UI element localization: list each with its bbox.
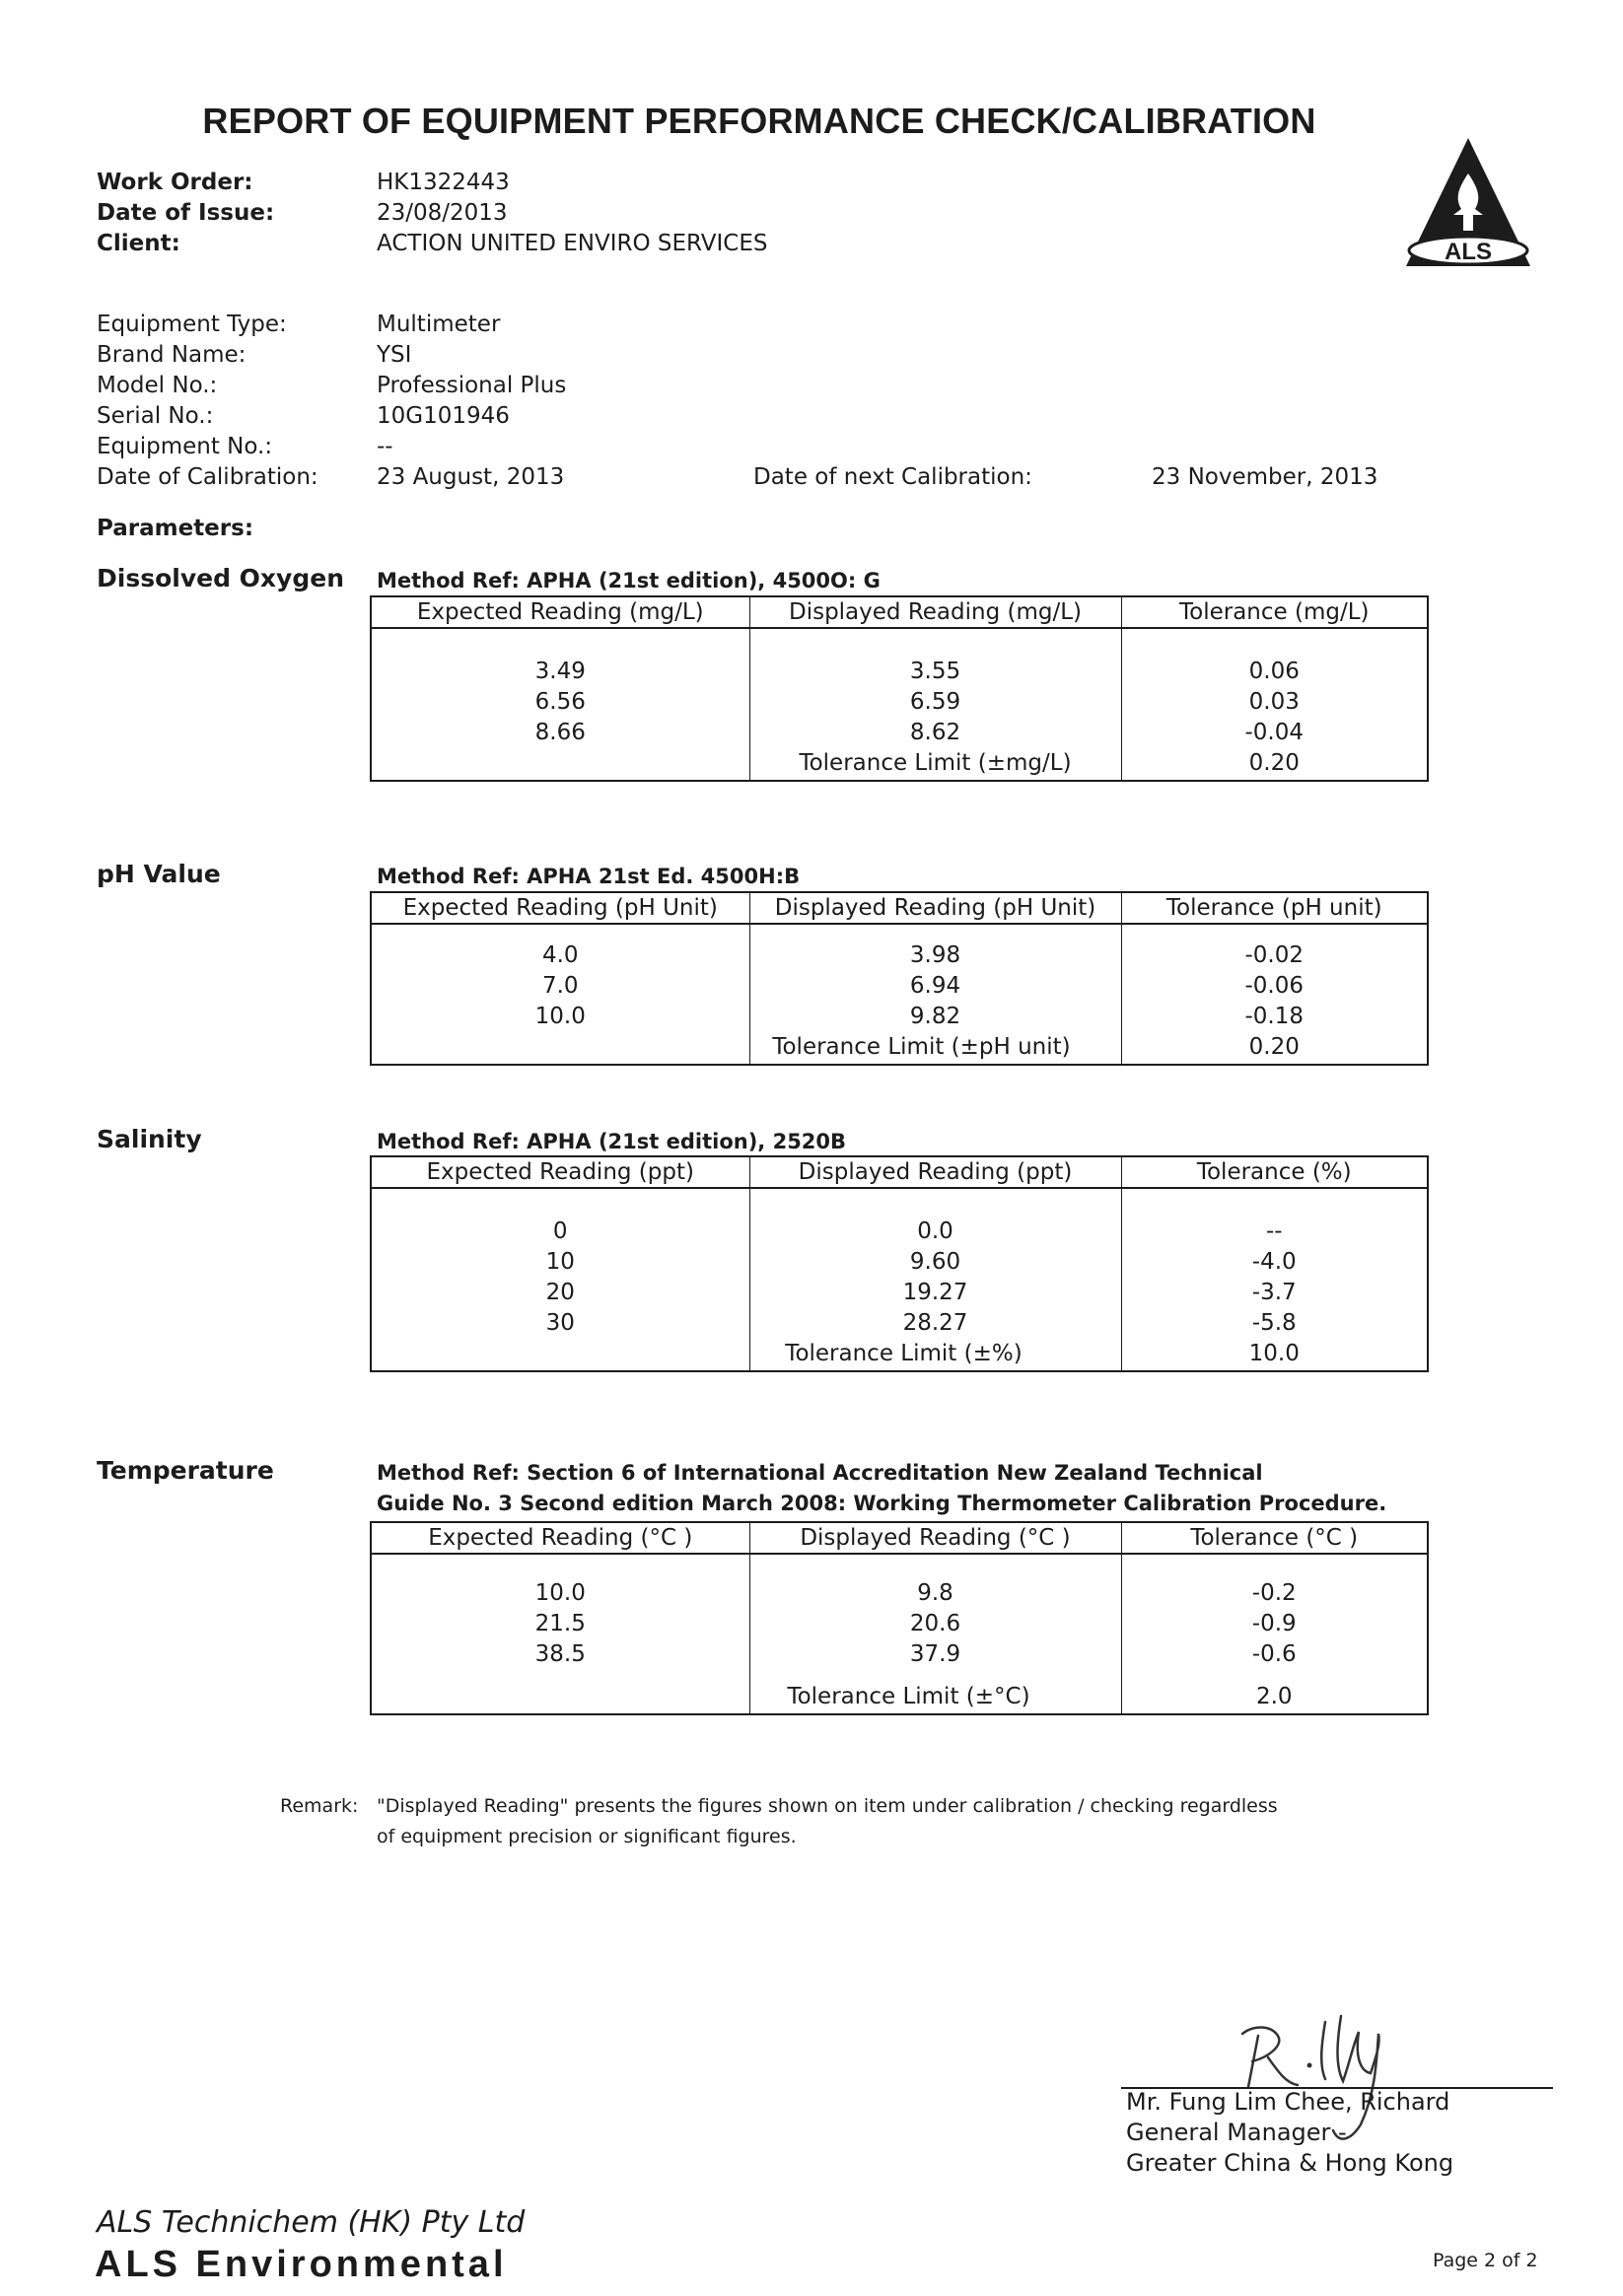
displayed-value: 3.55 — [909, 659, 961, 684]
table-salinity — [370, 1155, 1429, 1372]
expected-value: 3.49 — [534, 659, 586, 684]
displayed-value: 6.94 — [909, 973, 961, 999]
footer-company: ALS Technichem (HK) Pty Ltd — [97, 2205, 526, 2240]
serial-no-value: 10G101946 — [377, 403, 510, 429]
date-of-issue-label: Date of Issue: — [97, 200, 275, 226]
tolerance-value: -5.8 — [1251, 1310, 1297, 1336]
tolerance-value: -0.06 — [1244, 973, 1304, 999]
method-ref-temperature-line2: Guide No. 3 Second edition March 2008: Working Thermometer Calibration Procedure. — [377, 1492, 1387, 1515]
expected-value: 0 — [552, 1218, 568, 1244]
tolerance-value: -0.04 — [1244, 720, 1304, 745]
tolerance-limit-label: Tolerance Limit (±%) — [749, 1339, 1121, 1371]
displayed-column — [749, 628, 1121, 748]
model-no-label: Model No.: — [97, 373, 218, 398]
tolerance-limit-label: Tolerance Limit (±°C) — [749, 1682, 1121, 1714]
expected-value: 10.0 — [534, 1004, 586, 1029]
als-logo — [1398, 134, 1538, 274]
displayed-column — [749, 924, 1121, 1032]
tolerance-value: 0.06 — [1248, 659, 1300, 684]
header-expected: Expected Reading (ppt) — [371, 1156, 749, 1188]
equipment-type-value: Multimeter — [377, 312, 501, 337]
displayed-value: 6.59 — [909, 689, 961, 715]
serial-no-label: Serial No.: — [97, 403, 214, 429]
tolerance-limit-value: 0.20 — [1121, 1032, 1428, 1065]
tolerance-value: -4.0 — [1251, 1249, 1297, 1275]
expected-value: 8.66 — [534, 720, 586, 745]
section-title-dissolved-oxygen: Dissolved Oxygen — [97, 564, 345, 592]
tolerance-value: -- — [1265, 1218, 1283, 1244]
expected-value: 10 — [545, 1249, 575, 1275]
tolerance-value: -0.6 — [1251, 1641, 1297, 1667]
tolerance-limit-label: Tolerance Limit (±mg/L) — [749, 748, 1121, 781]
tolerance-column — [1121, 1188, 1428, 1339]
expected-value: 21.5 — [534, 1611, 586, 1636]
work-order-label: Work Order: — [97, 170, 253, 195]
page-number: Page 2 of 2 — [1433, 2250, 1538, 2271]
expected-value: 4.0 — [541, 942, 579, 968]
header-displayed: Displayed Reading (°C ) — [749, 1522, 1121, 1554]
displayed-column — [749, 1554, 1121, 1682]
displayed-value: 9.8 — [917, 1580, 953, 1606]
header-tolerance: Tolerance (%) — [1121, 1156, 1428, 1188]
tolerance-limit-value: 10.0 — [1121, 1339, 1428, 1371]
tolerance-limit-label: Tolerance Limit (±pH unit) — [749, 1032, 1121, 1065]
signatory-position: General Manager - — [1126, 2119, 1347, 2146]
table-dissolved-oxygen — [370, 595, 1429, 782]
header-expected: Expected Reading (pH Unit) — [371, 892, 749, 924]
expected-value: 20 — [545, 1280, 575, 1305]
tolerance-value: -0.02 — [1244, 942, 1304, 968]
tolerance-value: -3.7 — [1251, 1280, 1297, 1305]
remark-line-2: of equipment precision or significant figures. — [377, 1826, 797, 1847]
als-logo-text: ALS — [1445, 239, 1492, 265]
table-ph — [370, 891, 1429, 1066]
tolerance-column — [1121, 1554, 1428, 1682]
expected-value: 7.0 — [541, 973, 579, 999]
header-displayed: Displayed Reading (mg/L) — [749, 596, 1121, 628]
date-of-calibration-label: Date of Calibration: — [97, 464, 318, 490]
expected-value: 38.5 — [534, 1641, 586, 1667]
expected-column — [371, 1554, 749, 1682]
section-title-ph: pH Value — [97, 860, 221, 888]
model-no-value: Professional Plus — [377, 373, 567, 398]
next-calibration-label: Date of next Calibration: — [753, 464, 1032, 490]
displayed-value: 0.0 — [917, 1218, 953, 1244]
brand-name-value: YSI — [377, 342, 412, 368]
method-ref-salinity: Method Ref: APHA (21st edition), 2520B — [377, 1130, 847, 1153]
displayed-value: 9.60 — [909, 1249, 961, 1275]
signatory-region: Greater China & Hong Kong — [1126, 2149, 1454, 2177]
remark-line-1: "Displayed Reading" presents the figures shown on item under calibration / checking regardless — [377, 1795, 1278, 1817]
header-displayed: Displayed Reading (pH Unit) — [749, 892, 1121, 924]
tolerance-limit-value: 2.0 — [1121, 1682, 1428, 1714]
expected-column — [371, 924, 749, 1032]
expected-value: 6.56 — [534, 689, 586, 715]
header-expected: Expected Reading (mg/L) — [371, 596, 749, 628]
section-title-temperature: Temperature — [97, 1456, 274, 1485]
tolerance-limit-value: 0.20 — [1121, 748, 1428, 781]
expected-value: 10.0 — [534, 1580, 586, 1606]
method-ref-dissolved-oxygen: Method Ref: APHA (21st edition), 4500O: G — [377, 569, 881, 592]
displayed-value: 37.9 — [909, 1641, 961, 1667]
signatory-name: Mr. Fung Lim Chee, Richard — [1126, 2088, 1450, 2116]
table-temperature — [370, 1521, 1429, 1715]
method-ref-ph: Method Ref: APHA 21st Ed. 4500H:B — [377, 865, 801, 888]
header-displayed: Displayed Reading (ppt) — [749, 1156, 1121, 1188]
header-tolerance: Tolerance (°C ) — [1121, 1522, 1428, 1554]
expected-column — [371, 1188, 749, 1339]
section-title-salinity: Salinity — [97, 1125, 202, 1153]
parameters-label: Parameters: — [97, 516, 254, 541]
displayed-value: 28.27 — [902, 1310, 968, 1336]
tolerance-value: -0.9 — [1251, 1611, 1297, 1636]
expected-column — [371, 628, 749, 748]
equipment-no-value: -- — [377, 434, 393, 459]
footer-brand-logo: ALS Environmental — [95, 2244, 508, 2285]
next-calibration-value: 23 November, 2013 — [1152, 464, 1378, 490]
displayed-value: 3.98 — [909, 942, 961, 968]
tolerance-column — [1121, 628, 1428, 748]
remark-label: Remark: — [280, 1795, 359, 1817]
displayed-column — [749, 1188, 1121, 1339]
header-tolerance: Tolerance (pH unit) — [1121, 892, 1428, 924]
tolerance-value: 0.03 — [1248, 689, 1300, 715]
equipment-no-label: Equipment No.: — [97, 434, 273, 459]
displayed-value: 20.6 — [909, 1611, 961, 1636]
tolerance-column — [1121, 924, 1428, 1032]
date-of-issue-value: 23/08/2013 — [377, 200, 508, 226]
displayed-value: 19.27 — [902, 1280, 968, 1305]
work-order-value: HK1322443 — [377, 170, 510, 195]
date-of-calibration-value: 23 August, 2013 — [377, 464, 565, 490]
tolerance-value: -0.18 — [1244, 1004, 1304, 1029]
header-expected: Expected Reading (°C ) — [371, 1522, 749, 1554]
tolerance-value: -0.2 — [1251, 1580, 1297, 1606]
displayed-value: 9.82 — [909, 1004, 961, 1029]
method-ref-temperature-line1: Method Ref: Section 6 of International Accreditation New Zealand Technical — [377, 1461, 1263, 1485]
header-tolerance: Tolerance (mg/L) — [1121, 596, 1428, 628]
brand-name-label: Brand Name: — [97, 342, 247, 368]
client-label: Client: — [97, 231, 180, 256]
equipment-type-label: Equipment Type: — [97, 312, 287, 337]
report-title: REPORT OF EQUIPMENT PERFORMANCE CHECK/CALIBRATION — [202, 101, 1316, 141]
expected-value: 30 — [545, 1310, 575, 1336]
displayed-value: 8.62 — [909, 720, 961, 745]
client-value: ACTION UNITED ENVIRO SERVICES — [377, 231, 768, 256]
